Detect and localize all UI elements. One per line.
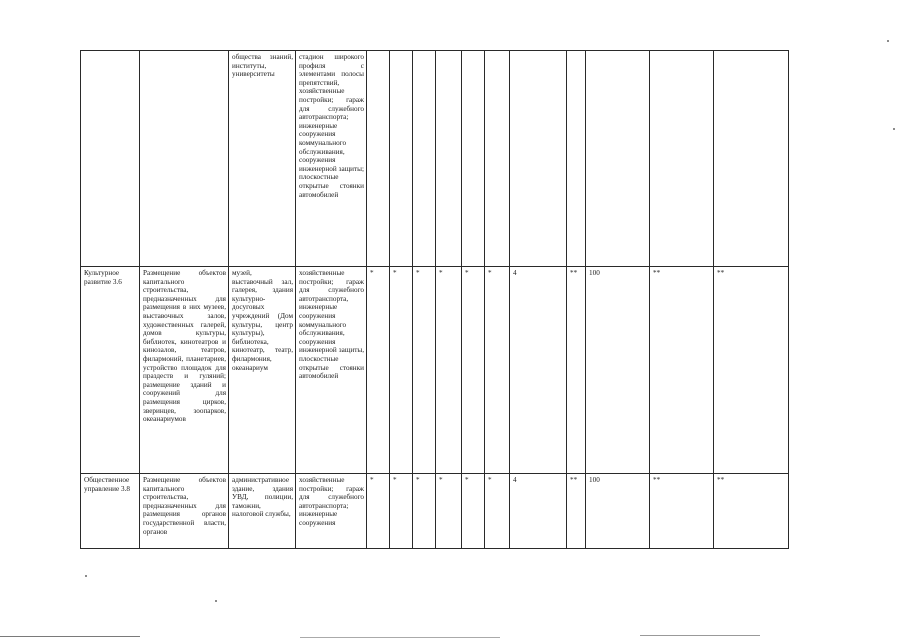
param-mark-cell: ** xyxy=(714,474,789,549)
param-mark-cell xyxy=(390,51,413,267)
param-mark-cell xyxy=(413,51,436,267)
param-mark-cell: ** xyxy=(567,474,586,549)
use-description-cell: Размещение объектов капитального строительства, предназначенных для размещения в них музеев, выставочных залов, художественных галерей, домов культуры, библиотек, кинотеатров и кинозалов, театров, филармоний, планетариев, устройство площадок для праздеств и гуляний; размещение зданий и сооружений для размещения цирков, зверинцев, зоопарков, океанариумов xyxy=(140,267,229,474)
table-row xyxy=(81,474,789,549)
table-row xyxy=(81,51,789,267)
param-mark-cell: * xyxy=(485,474,510,549)
param-mark-cell: * xyxy=(462,267,485,474)
param-mark-cell: ** xyxy=(650,267,714,474)
main-buildings-cell: административное здание, здания УВД, полиции, таможни, налоговой службы, xyxy=(229,474,296,549)
param-mark-cell: * xyxy=(436,474,462,549)
use-description-cell xyxy=(140,51,229,267)
scan-artifact-dot xyxy=(85,575,87,577)
param-mark-cell: * xyxy=(485,267,510,474)
max-floors-cell: 4 xyxy=(510,267,567,474)
auxiliary-buildings-cell: хозяйственные постройки; гараж для служебного автотранспорта, инженерные сооружения коммунального обслуживания, сооружения инженерной защиты, плоскостные открытые стоянки автомобилей xyxy=(296,267,367,474)
use-description-cell: Размещение объектов капитального строительства, предназначенных для размещения органов государственной власти, органов xyxy=(140,474,229,549)
use-name-cell: Культурное развитие 3.6 xyxy=(81,267,140,474)
scan-artifact-line xyxy=(300,637,500,638)
param-mark-cell: * xyxy=(367,474,390,549)
param-mark-cell: * xyxy=(413,267,436,474)
param-mark-cell: * xyxy=(390,474,413,549)
param-mark-cell: * xyxy=(462,474,485,549)
param-mark-cell: * xyxy=(390,267,413,474)
auxiliary-buildings-cell: стадион широкого профиля с элементами полосы препятствий, хозяйственные постройки; гараж для служебного автотранспорта; инженерные сооружения коммунального обслуживания, сооружения инженерной защиты; плоскостные открытые стоянки автомобилей xyxy=(296,51,367,267)
scan-artifact-line xyxy=(0,636,140,637)
param-mark-cell xyxy=(462,51,485,267)
max-floors-cell: 4 xyxy=(510,474,567,549)
use-name-cell xyxy=(81,51,140,267)
main-buildings-cell: музей, выставочный зал, галерея, здания культурно-досуговых учреждений (Дом культуры, центр культуры), библиотека, кинотеатр, театр, филармония, океанариум xyxy=(229,267,296,474)
param-mark-cell xyxy=(436,51,462,267)
main-buildings-cell: общества знаний, институты, университеты xyxy=(229,51,296,267)
param-mark-cell: ** xyxy=(567,267,586,474)
param-mark-cell: * xyxy=(436,267,462,474)
param-mark-cell xyxy=(714,51,789,267)
scan-artifact-dot xyxy=(893,128,895,130)
param-mark-cell: ** xyxy=(714,267,789,474)
param-mark-cell xyxy=(650,51,714,267)
max-coverage-percent-cell: 100 xyxy=(586,474,650,549)
param-mark-cell xyxy=(567,51,586,267)
param-mark-cell xyxy=(485,51,510,267)
param-mark-cell: * xyxy=(413,474,436,549)
use-name-cell: Общественное управление 3.8 xyxy=(81,474,140,549)
param-mark-cell: ** xyxy=(650,474,714,549)
scan-artifact-dot xyxy=(887,40,889,42)
scan-artifact-line xyxy=(640,635,760,636)
max-coverage-percent-cell xyxy=(586,51,650,267)
table-row xyxy=(81,267,789,474)
max-floors-cell xyxy=(510,51,567,267)
param-mark-cell: * xyxy=(367,267,390,474)
max-coverage-percent-cell: 100 xyxy=(586,267,650,474)
param-mark-cell xyxy=(367,51,390,267)
auxiliary-buildings-cell: хозяйственные постройки; гараж для служебного автотранспорта; инженерные сооружения xyxy=(296,474,367,549)
zoning-regulations-table xyxy=(80,50,789,549)
scan-artifact-dot xyxy=(215,600,217,602)
